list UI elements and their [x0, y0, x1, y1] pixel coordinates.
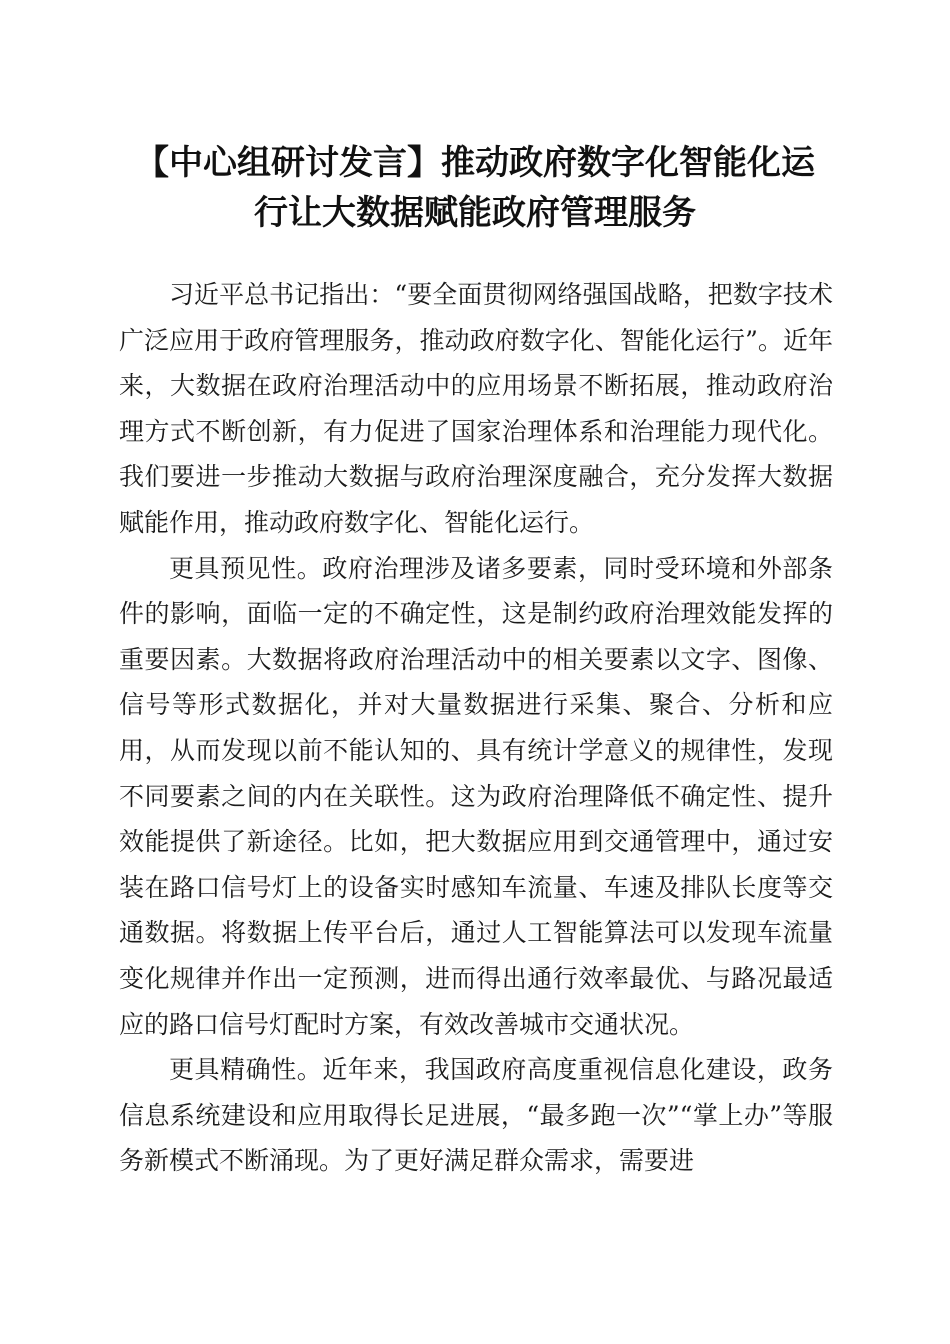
paragraph-precision: 更具精确性。近年来，我国政府高度重视信息化建设，政务信息系统建设和应用取得长足进展，“最多跑一次”“掌上办”等服务新模式不断涌现。为了更好满足群众需求，需要进 — [119, 1055, 833, 1176]
document-title: 【中心组研讨发言】推动政府数字化智能化运行让大数据赋能政府管理服务 — [135, 143, 815, 233]
document-body — [119, 272, 833, 1184]
paragraph-foresight: 更具预见性。政府治理涉及诸多要素，同时受环境和外部条件的影响，面临一定的不确定性，这是制约政府治理效能发挥的重要因素。大数据将政府治理活动中的相关要素以文字、图像、信号等形式数据化，并对大量数据进行采集、聚合、分析和应用，从而发现以前不能认知的、具有统计学意义的规律性，发现不同要素之间的内在关联性。这为政府治理降低不确定性、提升效能提供了新途径。比如，把大数据应用到交通管理中，通过安装在路口信号灯上的设备实时感知车流量、车速及排队长度等交通数据。将数据上传平台后，通过人工智能算法可以发现车流量变化规律并作出一定预测，进而得出通行效率最优、与路况最适应的路口信号灯配时方案，有效改善城市交通状况。 — [119, 553, 833, 1039]
paragraph-intro: 习近平总书记指出：“要全面贯彻网络强国战略，把数字技术广泛应用于政府管理服务，推动政府数字化、智能化运行”。近年来，大数据在政府治理活动中的应用场景不断拓展，推动政府治理方式不断创新，有力促进了国家治理体系和治理能力现代化。我们要进一步推动大数据与政府治理深度融合，充分发挥大数据赋能作用，推动政府数字化、智能化运行。 — [119, 280, 833, 537]
